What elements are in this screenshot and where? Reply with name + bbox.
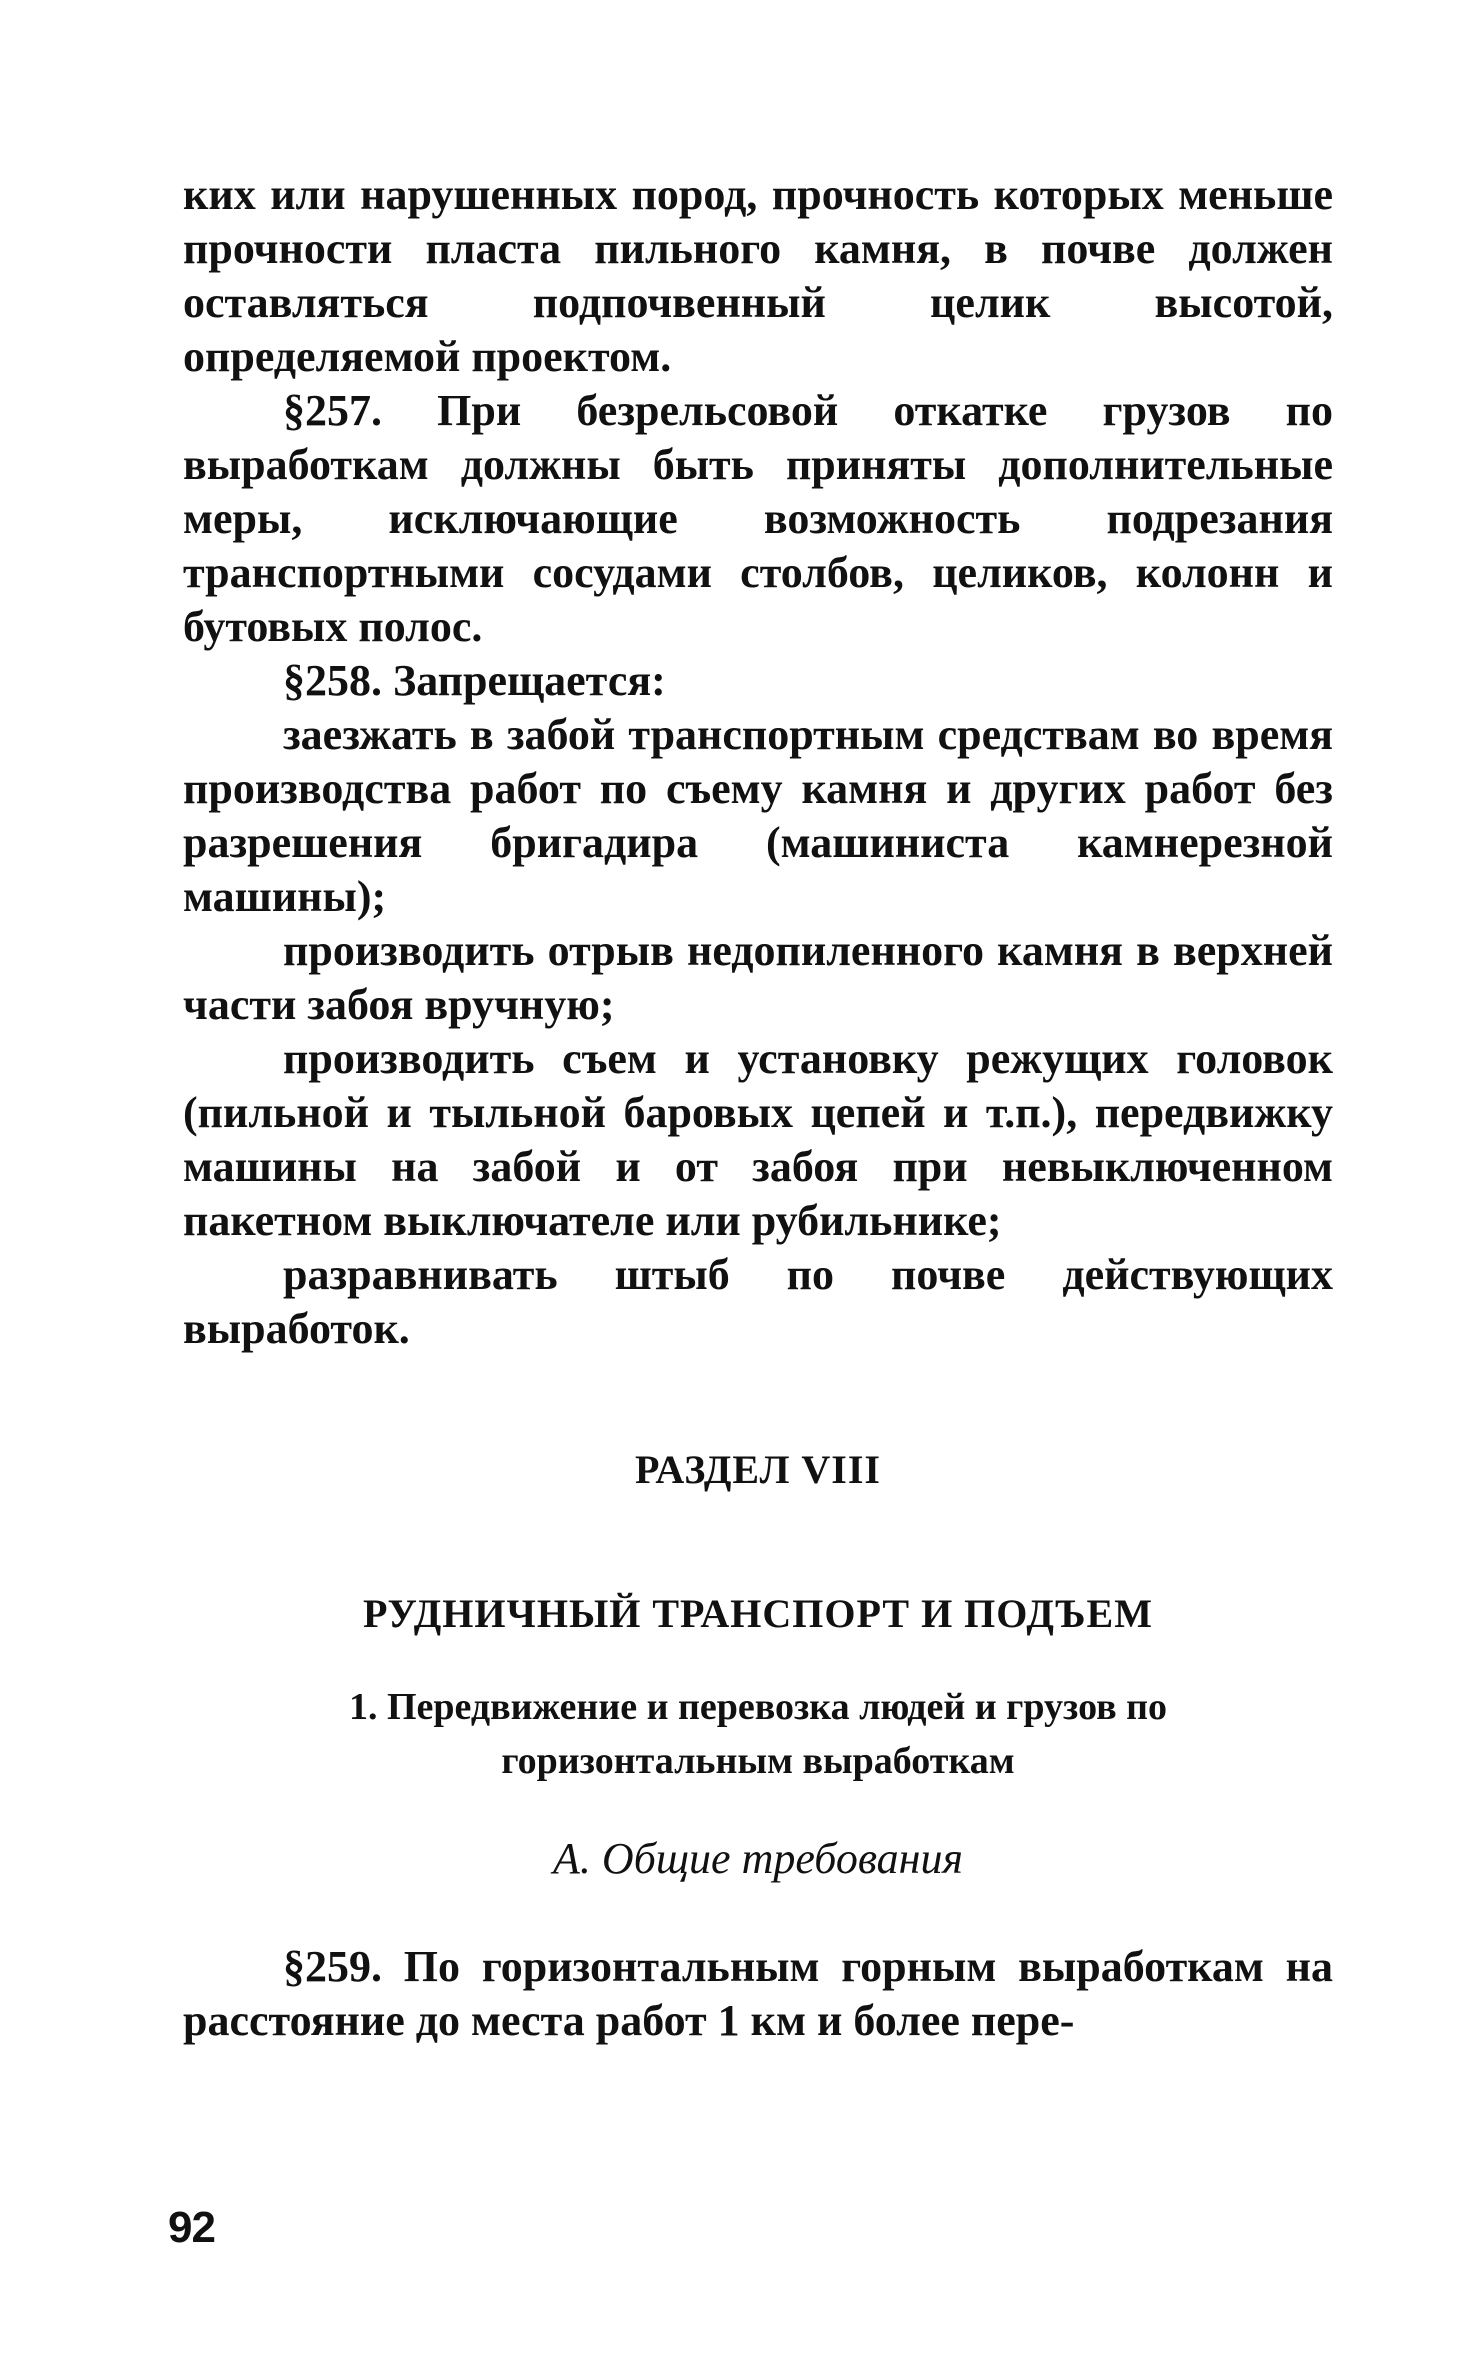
prohibition-item: производить съем и установку режущих головок (пильной и тыльной баровых цепей и т.п.), передвижку машины на забой и от забоя при невыключенном пакетном выключателе или рубильнике; <box>183 1034 1333 1245</box>
prohibition-item: заезжать в забой транспортным средствам во время производства работ по съему камня и других работ без разрешения бригадира (машиниста камнерезной машины); <box>183 710 1333 921</box>
page-body <box>183 168 1333 2048</box>
spacer <box>183 1886 1333 1940</box>
subheading: А. Общие требования <box>553 1834 963 1883</box>
continuation-paragraph: ких или нарушенных пород, прочность которых меньше прочности пласта пильного камня, в почве должен оставляться подпочвенный целик высотой, определяемой проектом. <box>183 170 1333 381</box>
paragraph-257: §257. При безрельсовой откатке грузов по выработкам должны быть приняты дополнительные меры, исключающие возможность подрезания транспортными сосудами столбов, целиков, колонн и бутовых полос. <box>183 386 1333 651</box>
page-number: 92 <box>168 2203 215 2252</box>
section-title: РУДНИЧНЫЙ ТРАНСПОРТ И ПОДЪЕМ <box>363 1591 1153 1636</box>
prohibition-item: разравнивать штыб по почве действующих выработок. <box>183 1250 1333 1353</box>
paragraph-259: §259. По горизонтальным горным выработкам на расстояние до места работ 1 км и более пере- <box>183 1942 1333 2045</box>
paragraph-258-intro: §258. Запрещается: <box>283 656 666 705</box>
section-label: РАЗДЕЛ VIII <box>635 1447 881 1492</box>
subsection-title: 1. Передвижение и перевозка людей и грузов по горизонтальным выработкам <box>348 1686 1168 1782</box>
prohibition-item: производить отрыв недопиленного камня в верхней части забоя вручную; <box>183 926 1333 1029</box>
